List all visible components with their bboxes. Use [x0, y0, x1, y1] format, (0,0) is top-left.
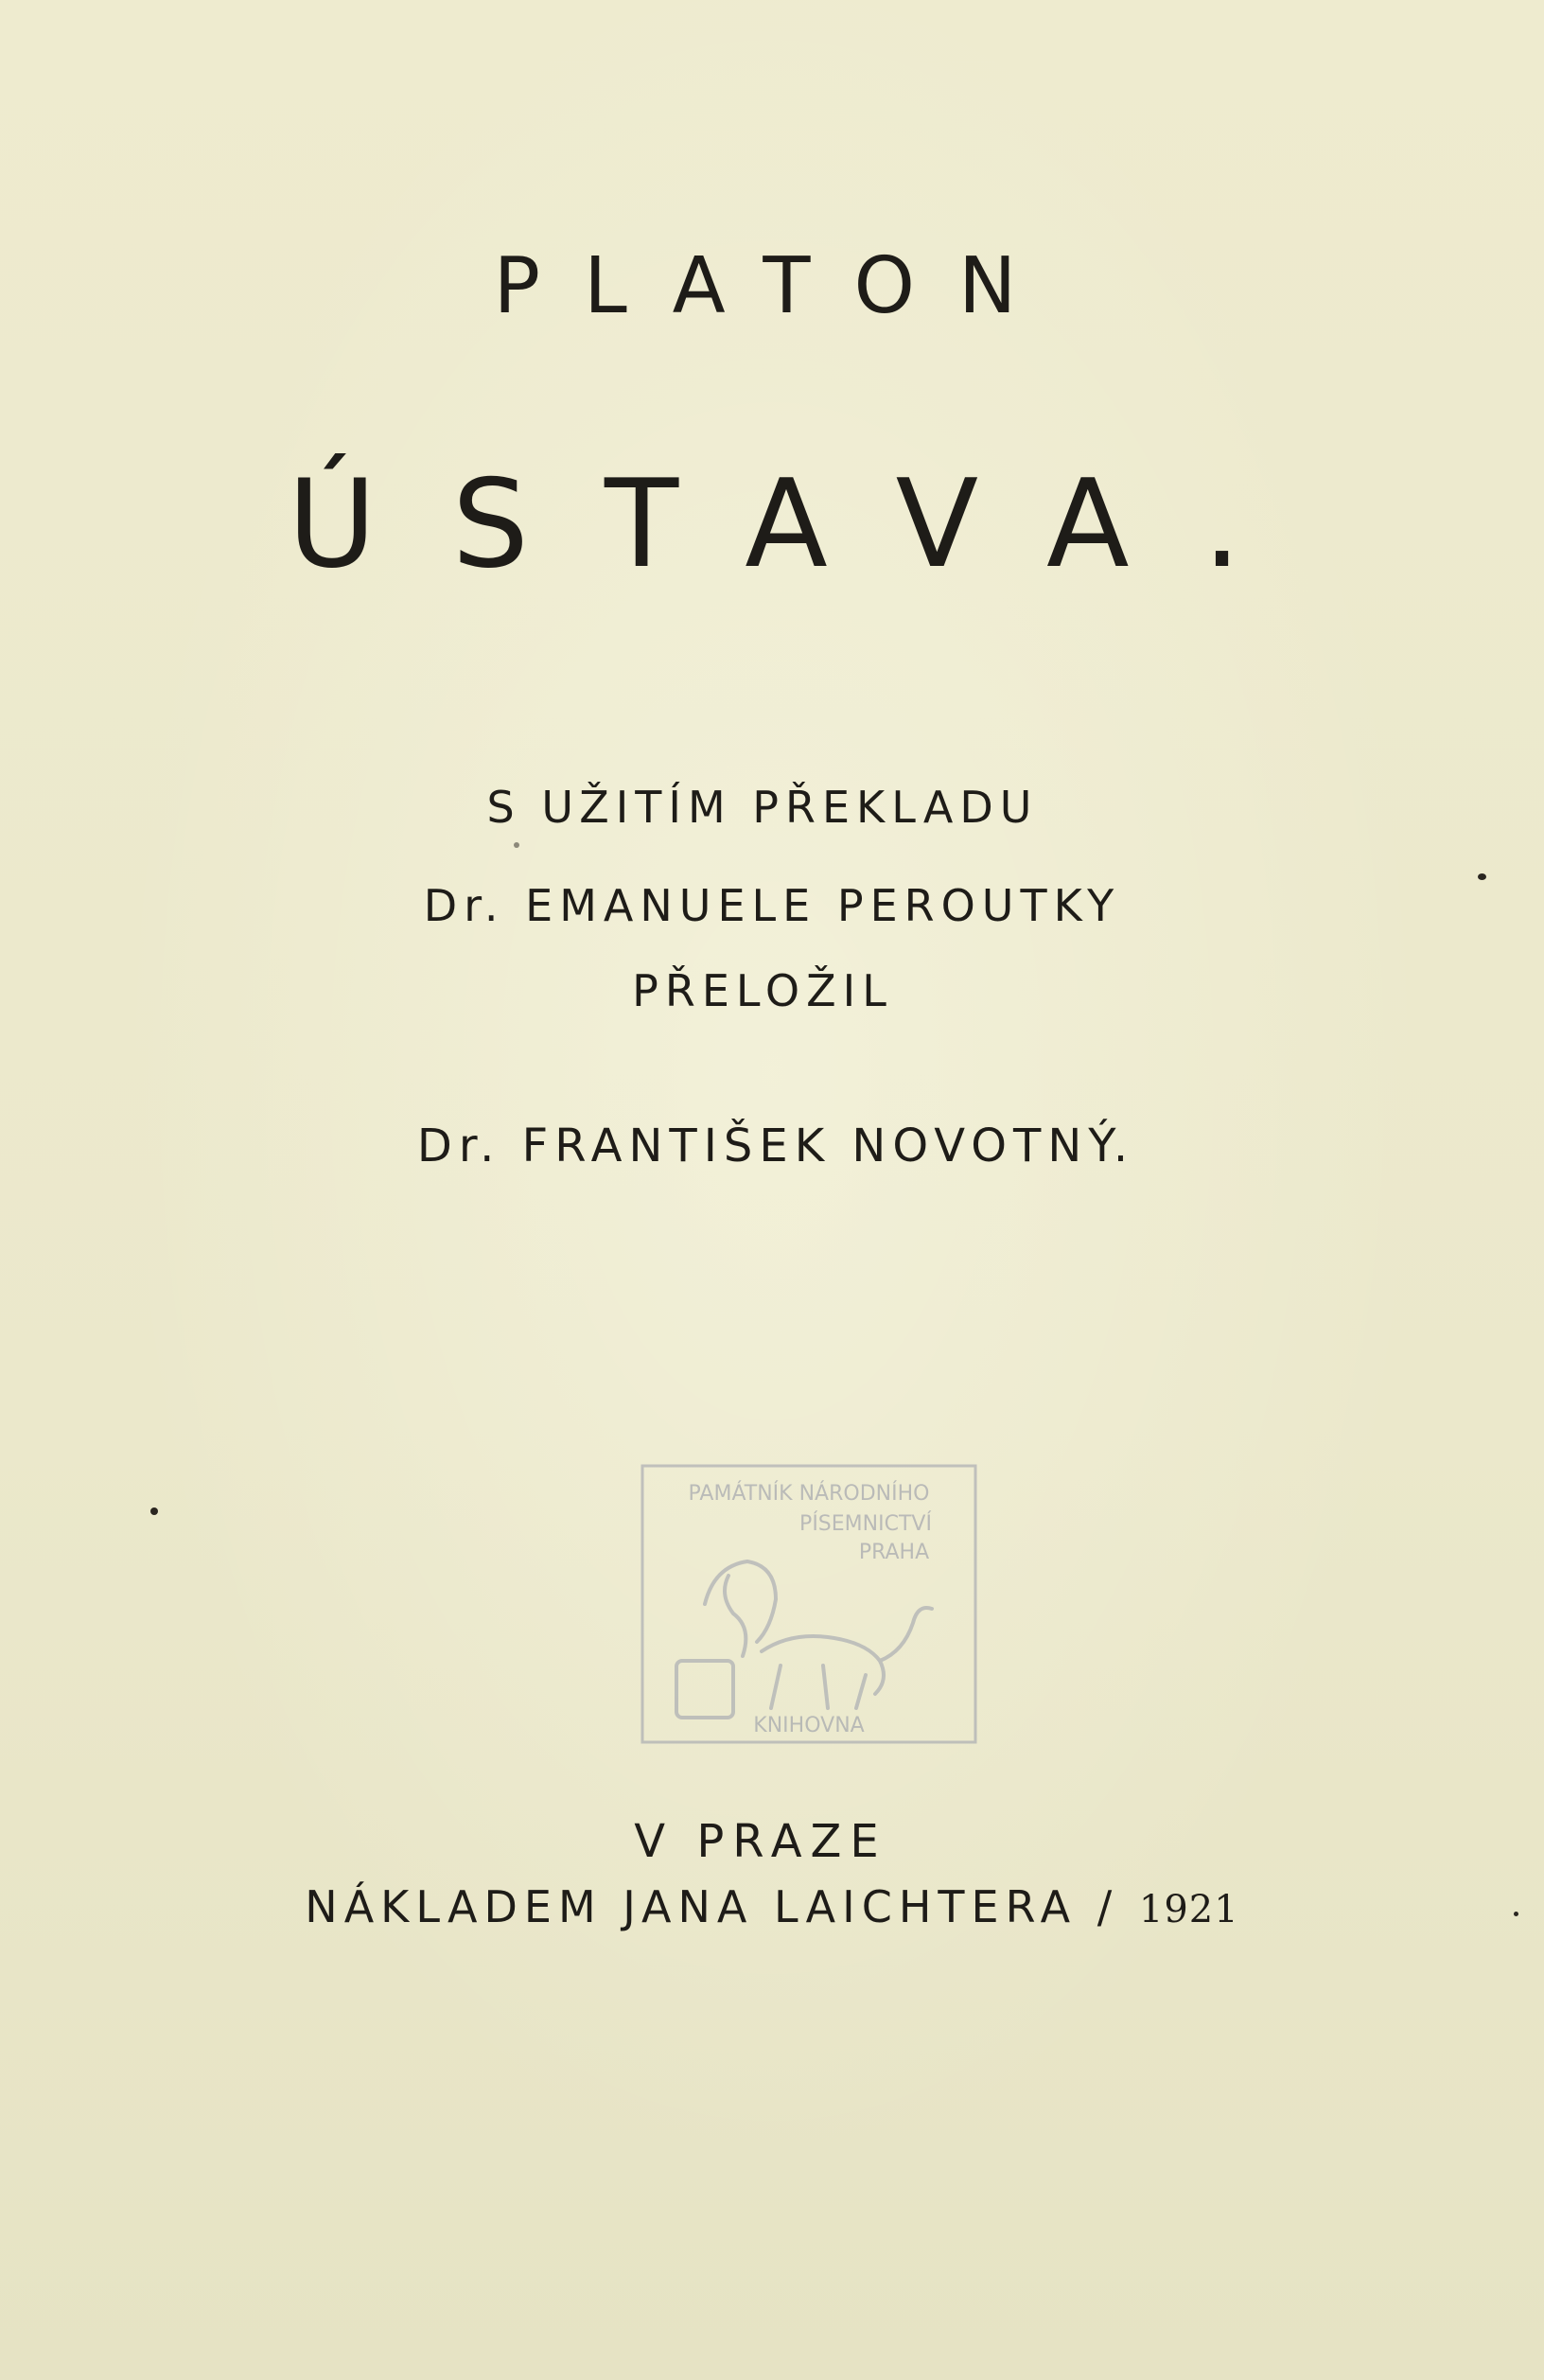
stamp-top-text: PAMÁTNÍK NÁRODNÍHO: [688, 1482, 930, 1506]
book-title: ÚSTAVA.: [288, 454, 1317, 595]
publication-year: 1921: [1138, 1888, 1239, 1931]
subtitle-line-3: PŘELOŽIL: [632, 965, 893, 1016]
publisher-imprint: [0, 1881, 1544, 1932]
paper-speck: [1478, 873, 1486, 880]
stamp-middle-text: PÍSEMNICTVÍ: [799, 1512, 932, 1536]
publication-place: V PRAZE: [634, 1815, 887, 1868]
translator-name: Dr. FRANTIŠEK NOVOTNÝ.: [416, 1119, 1135, 1172]
library-stamp: [639, 1462, 979, 1746]
paper-speck: [514, 842, 519, 848]
paper-speck: [150, 1507, 158, 1515]
lion-emblem-icon: [676, 1561, 932, 1718]
stamp-bottom-text: KNIHOVNA: [753, 1714, 865, 1737]
publisher-name: NÁKLADEM JANA LAICHTERA /: [305, 1881, 1119, 1932]
author-name: PLATON: [493, 241, 1061, 331]
subtitle-line-1: S UŽITÍM PŘEKLADU: [486, 782, 1039, 833]
paper-speck: [1514, 1912, 1518, 1916]
subtitle-line-2: Dr. EMANUELE PEROUTKY: [423, 880, 1121, 931]
stamp-city: PRAHA: [858, 1541, 930, 1564]
